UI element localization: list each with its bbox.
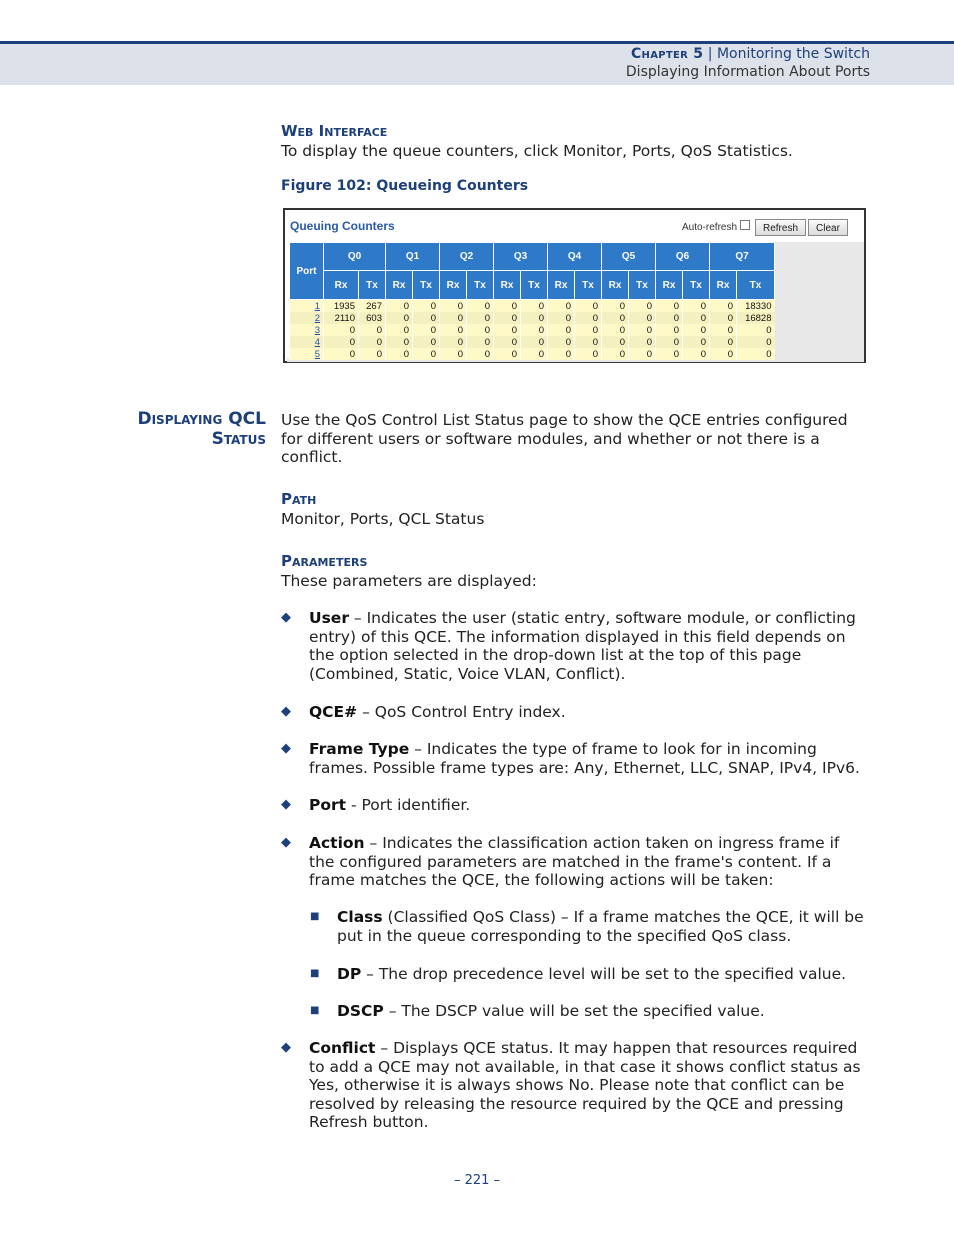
action-term: DP (337, 965, 362, 983)
action-desc: – The drop precedence level will be set to the specified value. (361, 965, 847, 983)
parameters-heading: Parameters (281, 552, 368, 570)
qcl-intro: Use the QoS Control List Status page to show the QCE entries configured for different users or software modules, and whether or not there is a conflict. (281, 411, 848, 466)
clear-button[interactable]: Clear (808, 219, 848, 236)
counter-cell: 267 (359, 300, 386, 313)
counter-cell: 0 (629, 348, 656, 360)
square-bullet-icon: ■ (310, 911, 320, 922)
counter-cell: 0 (575, 300, 602, 313)
counter-cell: 0 (629, 300, 656, 313)
port-link[interactable]: 4 (290, 336, 324, 348)
counter-cell: 0 (413, 312, 440, 324)
counter-cell: 0 (467, 336, 494, 348)
counter-cell: 0 (656, 324, 683, 336)
tx-header: Tx (413, 271, 440, 300)
counter-cell: 0 (413, 336, 440, 348)
counter-cell: 0 (602, 312, 629, 324)
counter-cell: 0 (575, 348, 602, 360)
counter-cell: 0 (710, 336, 737, 348)
tx-header: Tx (467, 271, 494, 300)
counter-cell: 0 (467, 324, 494, 336)
counter-cell: 0 (548, 312, 575, 324)
qcl-section-heading (128, 409, 266, 449)
counter-cell: 0 (440, 312, 467, 324)
param-term: User (309, 609, 349, 627)
tx-header: Tx (737, 271, 775, 300)
rx-header: Rx (324, 271, 359, 300)
param-qce (281, 703, 871, 722)
counter-cell: 0 (683, 312, 710, 324)
counter-cell: 0 (521, 312, 548, 324)
counter-cell: 0 (494, 312, 521, 324)
rx-header: Rx (710, 271, 737, 300)
param-desc: – Indicates the user (static entry, software module, or conflicting entry) of this QCE. The information displayed in this field depends on the option selected in the drop-down list at the top of this page (Combined, Static, Voice VLAN, Conflict). (309, 609, 856, 683)
queue-header: Q6 (656, 243, 710, 271)
auto-refresh-label: Auto-refresh (682, 222, 738, 233)
counter-cell: 0 (359, 336, 386, 348)
counter-cell: 0 (494, 348, 521, 360)
counter-cell: 0 (548, 324, 575, 336)
rx-header: Rx (602, 271, 629, 300)
param-conflict (281, 1039, 871, 1132)
tx-header: Tx (521, 271, 548, 300)
param-desc: – Indicates the type of frame to look for in incoming frames. Possible frame types are: Any, Ethernet, LLC, SNAP, IPv4, IPv6. (309, 740, 860, 777)
counter-cell: 0 (737, 348, 775, 360)
counter-cell: 0 (440, 348, 467, 360)
counter-cell: 0 (521, 324, 548, 336)
counter-cell: 0 (683, 324, 710, 336)
counter-cell: 0 (386, 300, 413, 313)
counter-cell: 0 (359, 324, 386, 336)
rx-header: Rx (656, 271, 683, 300)
tx-header: Tx (575, 271, 602, 300)
counter-cell: 0 (683, 336, 710, 348)
refresh-button[interactable]: Refresh (755, 219, 806, 236)
counter-cell: 0 (548, 300, 575, 313)
param-term: Action (309, 834, 365, 852)
counter-cell: 18330 (737, 300, 775, 313)
counter-cell: 0 (683, 348, 710, 360)
counter-cell: 0 (629, 312, 656, 324)
counter-cell: 0 (521, 336, 548, 348)
param-desc: – Indicates the classification action taken on ingress frame if the configured parameters are matched in the frame's content. If a frame matches the QCE, the following actions will be taken: (309, 834, 840, 889)
counter-cell: 0 (494, 300, 521, 313)
counter-cell: 0 (440, 300, 467, 313)
counter-cell: 0 (656, 312, 683, 324)
rx-header: Rx (440, 271, 467, 300)
counter-cell: 0 (737, 324, 775, 336)
diamond-bullet-icon: ◆ (281, 797, 291, 812)
port-link[interactable]: 2 (290, 312, 324, 324)
queue-header: Q5 (602, 243, 656, 271)
counter-cell: 0 (548, 336, 575, 348)
counter-cell: 0 (359, 348, 386, 360)
web-interface-heading: Web Interface (281, 122, 388, 140)
counter-cell: 0 (656, 336, 683, 348)
param-action (281, 834, 859, 890)
counter-cell: 0 (386, 336, 413, 348)
action-dscp (310, 1002, 871, 1021)
counter-cell: 0 (602, 324, 629, 336)
param-port (281, 796, 871, 815)
counter-cell: 0 (683, 300, 710, 313)
param-term: Conflict (309, 1039, 376, 1057)
port-link[interactable]: 3 (290, 324, 324, 336)
counter-cell: 0 (521, 300, 548, 313)
queue-header: Q2 (440, 243, 494, 271)
square-bullet-icon: ■ (310, 968, 320, 979)
counter-cell: 0 (737, 336, 775, 348)
path-heading: Path (281, 490, 317, 508)
counter-cell: 16828 (737, 312, 775, 324)
counter-cell: 0 (575, 324, 602, 336)
parameters-intro: These parameters are displayed: (281, 572, 537, 590)
header-subtitle: Displaying Information About Ports (625, 64, 870, 80)
queue-header: Q4 (548, 243, 602, 271)
counter-cell: 0 (386, 312, 413, 324)
queue-counters-table (289, 242, 775, 360)
counter-cell: 0 (656, 348, 683, 360)
tx-header: Tx (359, 271, 386, 300)
rx-header: Rx (386, 271, 413, 300)
action-term: DSCP (337, 1002, 384, 1020)
counter-cell: 0 (656, 300, 683, 313)
path-text: Monitor, Ports, QCL Status (281, 510, 485, 528)
figure-caption: Figure 102: Queueing Counters (281, 178, 529, 194)
web-interface-text: To display the queue counters, click Monitor, Ports, QoS Statistics. (281, 142, 793, 160)
queuing-counters-screenshot (283, 208, 866, 363)
counter-cell: 0 (413, 300, 440, 313)
counter-cell: 0 (575, 336, 602, 348)
table-row (290, 324, 775, 336)
action-dp (310, 965, 871, 984)
counter-cell: 0 (494, 336, 521, 348)
counter-cell: 0 (386, 348, 413, 360)
counter-cell: 0 (602, 336, 629, 348)
counter-cell: 0 (386, 324, 413, 336)
counter-cell: 0 (440, 336, 467, 348)
counter-cell: 0 (602, 348, 629, 360)
queue-header: Q1 (386, 243, 440, 271)
counter-cell: 0 (467, 312, 494, 324)
counter-cell: 0 (413, 348, 440, 360)
counter-cell: 0 (413, 324, 440, 336)
qcl-heading-line1: Displaying QCL (137, 409, 266, 429)
param-user (281, 609, 871, 683)
action-class (310, 908, 871, 945)
tx-header: Tx (683, 271, 710, 300)
table-row (290, 312, 775, 324)
queue-header: Q3 (494, 243, 548, 271)
action-desc: – The DSCP value will be set the specified value. (383, 1002, 765, 1020)
param-desc: - Port identifier. (346, 796, 471, 814)
counter-cell: 0 (521, 348, 548, 360)
queue-header: Q0 (324, 243, 386, 271)
counter-cell: 0 (629, 324, 656, 336)
table-row (290, 300, 775, 313)
counter-cell: 0 (710, 348, 737, 360)
counter-cell: 0 (440, 324, 467, 336)
param-desc: – Displays QCE status. It may happen that resources required to add a QCE may not available, in that case it shows conflict status as Yes, otherwise it is always shows No. Please note that conflict can be resolved by releasing the resource required by the QCE and pressing Refresh button. (309, 1039, 861, 1131)
counter-cell: 2110 (324, 312, 359, 324)
counter-cell: 0 (575, 312, 602, 324)
counter-cell: 0 (324, 348, 359, 360)
chapter-label: Chapter 5 (630, 46, 704, 62)
tx-header: Tx (629, 271, 656, 300)
counter-cell: 0 (324, 324, 359, 336)
diamond-bullet-icon: ◆ (281, 610, 291, 625)
counter-cell: 0 (494, 324, 521, 336)
auto-refresh-checkbox[interactable] (740, 220, 750, 230)
param-frame-type (281, 740, 874, 777)
counter-cell: 0 (467, 300, 494, 313)
panel-title: Queuing Counters (290, 219, 395, 233)
counter-cell: 0 (548, 348, 575, 360)
queue-header: Q7 (710, 243, 775, 271)
counter-cell: 0 (467, 348, 494, 360)
counter-cell: 0 (710, 324, 737, 336)
table-row (290, 336, 775, 348)
param-term: QCE# (309, 703, 358, 721)
rx-header: Rx (494, 271, 521, 300)
action-desc: (Classified QoS Class) – If a frame matches the QCE, it will be put in the queue corresponding to the specified QoS class. (337, 908, 864, 945)
chapter-title: Monitoring the Switch (716, 46, 870, 62)
qcl-heading-line2: Status (211, 429, 266, 449)
counter-cell: 0 (710, 300, 737, 313)
param-desc: – QoS Control Entry index. (357, 703, 566, 721)
rx-header: Rx (548, 271, 575, 300)
counter-cell: 0 (710, 312, 737, 324)
page-number: – 221 – (453, 1173, 501, 1188)
table-row (290, 348, 775, 360)
action-term: Class (337, 908, 383, 926)
diamond-bullet-icon: ◆ (281, 1040, 291, 1055)
param-term: Frame Type (309, 740, 410, 758)
diamond-bullet-icon: ◆ (281, 835, 291, 850)
counter-cell: 0 (602, 300, 629, 313)
port-link[interactable]: 1 (290, 300, 324, 313)
param-term: Port (309, 796, 347, 814)
running-header (626, 45, 870, 81)
counter-cell: 603 (359, 312, 386, 324)
counter-cell: 0 (629, 336, 656, 348)
counter-cell: 0 (324, 336, 359, 348)
square-bullet-icon: ■ (310, 1005, 320, 1016)
diamond-bullet-icon: ◆ (281, 741, 291, 756)
port-link[interactable]: 5 (290, 348, 324, 360)
diamond-bullet-icon: ◆ (281, 704, 291, 719)
counter-cell: 1935 (324, 300, 359, 313)
header-separator: | (707, 46, 713, 62)
header-rule (0, 41, 954, 44)
port-column-header: Port (290, 243, 324, 300)
